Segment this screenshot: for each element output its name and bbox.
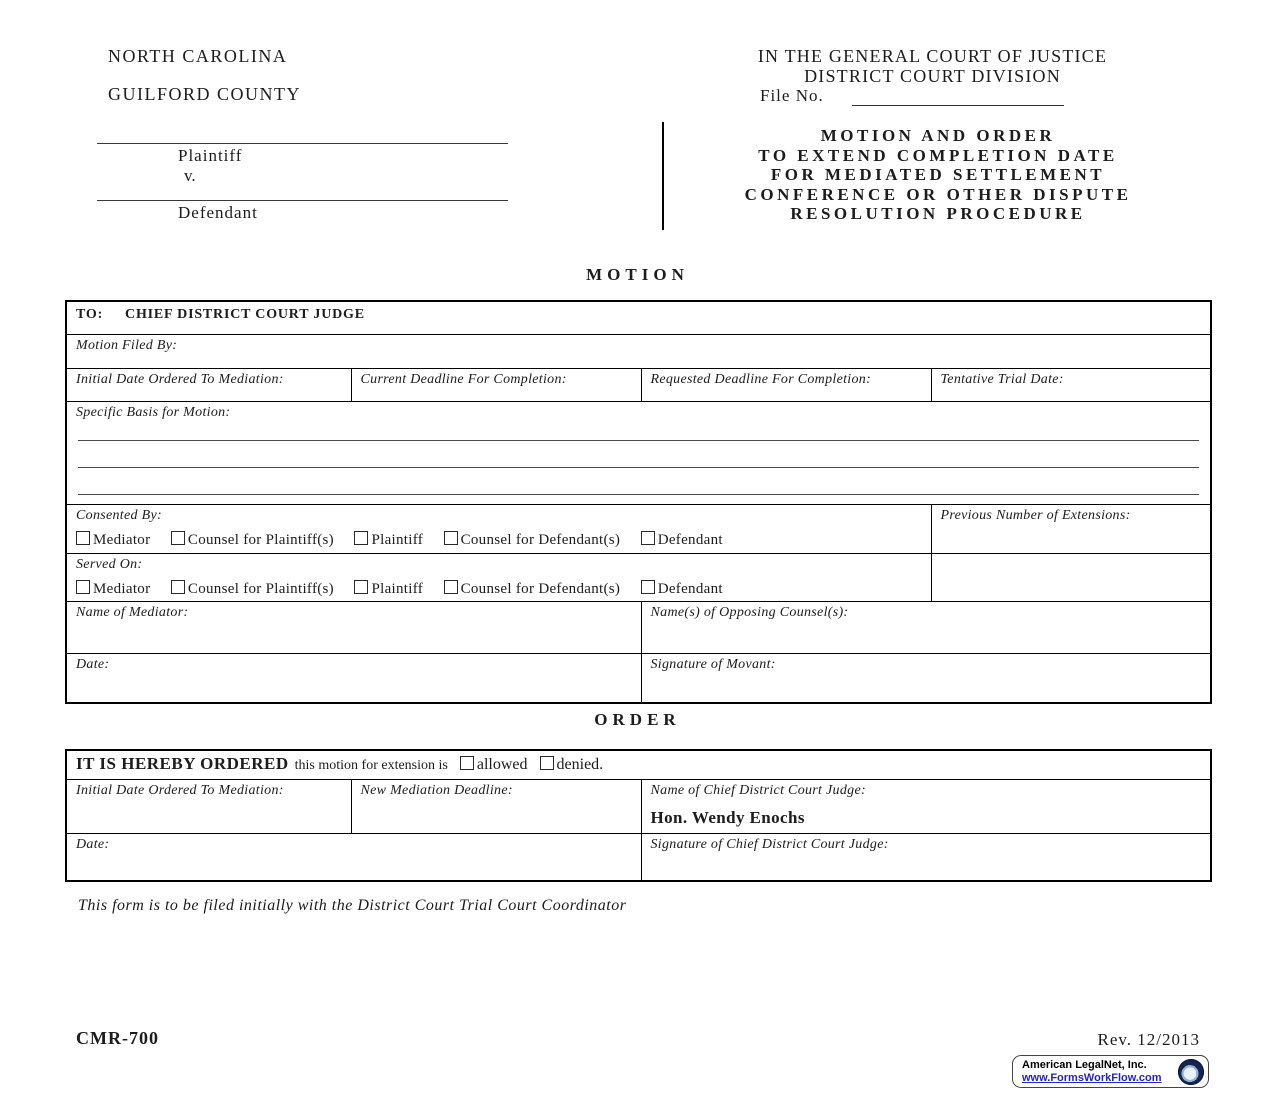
- file-no-label: File No.: [760, 86, 824, 105]
- served-on-cell: [66, 553, 931, 601]
- previous-extensions-value-cell: [931, 553, 1211, 601]
- legalnet-company-name: American LegalNet, Inc.: [1022, 1058, 1147, 1071]
- defendant-label: Defendant: [178, 203, 258, 222]
- legalnet-url-link[interactable]: www.FormsWorkFlow.com: [1022, 1071, 1162, 1084]
- form-title-line: TO EXTEND COMPLETION DATE: [758, 145, 1118, 165]
- ordered-text: this motion for extension is: [294, 758, 448, 773]
- requested-deadline-label: Requested Deadline For Completion:: [650, 371, 872, 387]
- motion-filed-by-cell: [66, 334, 1211, 368]
- checkbox-consented-plaintiff[interactable]: [354, 531, 368, 545]
- served-on-label: Served On:: [76, 556, 143, 572]
- checkbox-denied[interactable]: [540, 756, 554, 770]
- previous-extensions-label: Previous Number of Extensions:: [940, 507, 1131, 523]
- ordered-row: [66, 750, 1211, 779]
- plaintiff-label: Plaintiff: [178, 146, 243, 165]
- initial-date-label: Initial Date Ordered To Mediation:: [76, 371, 284, 387]
- served-option-plaintiff: Plaintiff: [354, 581, 423, 597]
- checkbox-served-plaintiff[interactable]: [354, 580, 368, 594]
- file-no-blank-line: [852, 88, 1064, 106]
- order-initial-date-label: Initial Date Ordered To Mediation:: [76, 782, 284, 798]
- consented-option-counsel-plaintiff: Counsel for Plaintiff(s): [171, 532, 334, 548]
- current-deadline-cell: [351, 368, 641, 401]
- defendant-name-line: [97, 200, 508, 201]
- consented-by-cell: [66, 504, 931, 553]
- order-date-cell: [66, 833, 641, 881]
- motion-filed-by-label: Motion Filed By:: [76, 337, 178, 353]
- basis-blank-line: [78, 441, 1199, 468]
- tentative-trial-label: Tentative Trial Date:: [940, 371, 1064, 387]
- served-option-defendant: Defendant: [641, 581, 723, 597]
- legalnet-globe-icon: [1178, 1059, 1204, 1085]
- mediator-name-cell: [66, 601, 641, 653]
- checkbox-consented-counsel-defendant[interactable]: [444, 531, 458, 545]
- checkbox-served-counsel-defendant[interactable]: [444, 580, 458, 594]
- denied-option: denied.: [540, 756, 604, 773]
- served-option-counsel-plaintiff: Counsel for Plaintiff(s): [171, 581, 334, 597]
- initial-date-cell: [66, 368, 351, 401]
- served-on-options: [76, 580, 922, 598]
- to-label: TO:: [76, 307, 104, 322]
- to-row: [66, 301, 1211, 334]
- judge-signature-label: Signature of Chief District Court Judge:: [650, 836, 889, 852]
- legalnet-text: [1022, 1059, 1178, 1085]
- division-heading: DISTRICT COURT DIVISION: [804, 66, 1061, 86]
- form-title-line: MOTION AND ORDER: [820, 126, 1056, 145]
- allowed-option: allowed: [460, 756, 528, 773]
- form-number: CMR-700: [76, 1028, 159, 1048]
- order-date-label: Date:: [76, 836, 110, 852]
- specific-basis-label: Specific Basis for Motion:: [76, 404, 231, 420]
- movant-signature-cell: [641, 653, 1211, 703]
- new-deadline-cell: [351, 779, 641, 833]
- consented-by-options: [76, 531, 922, 549]
- judge-name-value: Hon. Wendy Enochs: [650, 807, 805, 827]
- basis-blank-line: [78, 468, 1199, 495]
- to-value: CHIEF DISTRICT COURT JUDGE: [125, 307, 365, 322]
- form-title-line: RESOLUTION PROCEDURE: [790, 204, 1086, 223]
- checkbox-consented-counsel-plaintiff[interactable]: [171, 531, 185, 545]
- movant-signature-label: Signature of Movant:: [650, 656, 776, 672]
- consented-option-counsel-defendant: Counsel for Defendant(s): [444, 532, 621, 548]
- consented-option-mediator: Mediator: [76, 532, 150, 548]
- order-table: [65, 749, 1212, 882]
- checkbox-served-counsel-plaintiff[interactable]: [171, 580, 185, 594]
- tentative-trial-cell: [931, 368, 1211, 401]
- checkbox-allowed[interactable]: [460, 756, 474, 770]
- consented-option-defendant: Defendant: [641, 532, 723, 548]
- form-title-line: CONFERENCE OR OTHER DISPUTE: [744, 184, 1132, 204]
- form-title: [662, 122, 1212, 230]
- opposing-counsel-cell: [641, 601, 1211, 653]
- served-option-counsel-defendant: Counsel for Defendant(s): [444, 581, 621, 597]
- requested-deadline-cell: [641, 368, 931, 401]
- checkbox-served-mediator[interactable]: [76, 580, 90, 594]
- order-initial-date-cell: [66, 779, 351, 833]
- revision-date: Rev. 12/2013: [1097, 1030, 1200, 1049]
- judge-name-cell: [641, 779, 1211, 833]
- mediator-name-label: Name of Mediator:: [76, 604, 189, 620]
- county-heading: GUILFORD COUNTY: [108, 84, 301, 104]
- consented-option-plaintiff: Plaintiff: [354, 532, 423, 548]
- motion-table: [65, 300, 1212, 704]
- legalnet-badge: [1012, 1055, 1209, 1088]
- checkbox-consented-mediator[interactable]: [76, 531, 90, 545]
- opposing-counsel-label: Name(s) of Opposing Counsel(s):: [650, 604, 849, 620]
- specific-basis-cell: [66, 401, 1211, 504]
- versus-label: v.: [184, 166, 196, 185]
- consented-by-label: Consented By:: [76, 507, 162, 523]
- checkbox-served-defendant[interactable]: [641, 580, 655, 594]
- motion-section-heading: MOTION: [586, 265, 689, 284]
- new-deadline-label: New Mediation Deadline:: [360, 782, 513, 798]
- judge-name-label: Name of Chief District Court Judge:: [650, 782, 866, 798]
- judge-signature-cell: [641, 833, 1211, 881]
- filing-note: This form is to be filed initially with the District Court Trial Court Coordinator: [78, 897, 627, 914]
- current-deadline-label: Current Deadline For Completion:: [360, 371, 567, 387]
- order-section-heading: ORDER: [594, 710, 681, 729]
- previous-extensions-cell: [931, 504, 1211, 553]
- file-no-row: [760, 86, 1064, 106]
- checkbox-consented-defendant[interactable]: [641, 531, 655, 545]
- court-heading: IN THE GENERAL COURT OF JUSTICE: [757, 46, 1108, 66]
- form-title-line: FOR MEDIATED SETTLEMENT: [770, 165, 1106, 184]
- motion-date-cell: [66, 653, 641, 703]
- plaintiff-name-line: [97, 143, 508, 144]
- basis-blank-line: [78, 421, 1199, 441]
- ordered-bold-text: IT IS HEREBY ORDERED: [76, 754, 289, 773]
- state-heading: NORTH CAROLINA: [108, 46, 288, 66]
- motion-date-label: Date:: [76, 656, 110, 672]
- served-option-mediator: Mediator: [76, 581, 150, 597]
